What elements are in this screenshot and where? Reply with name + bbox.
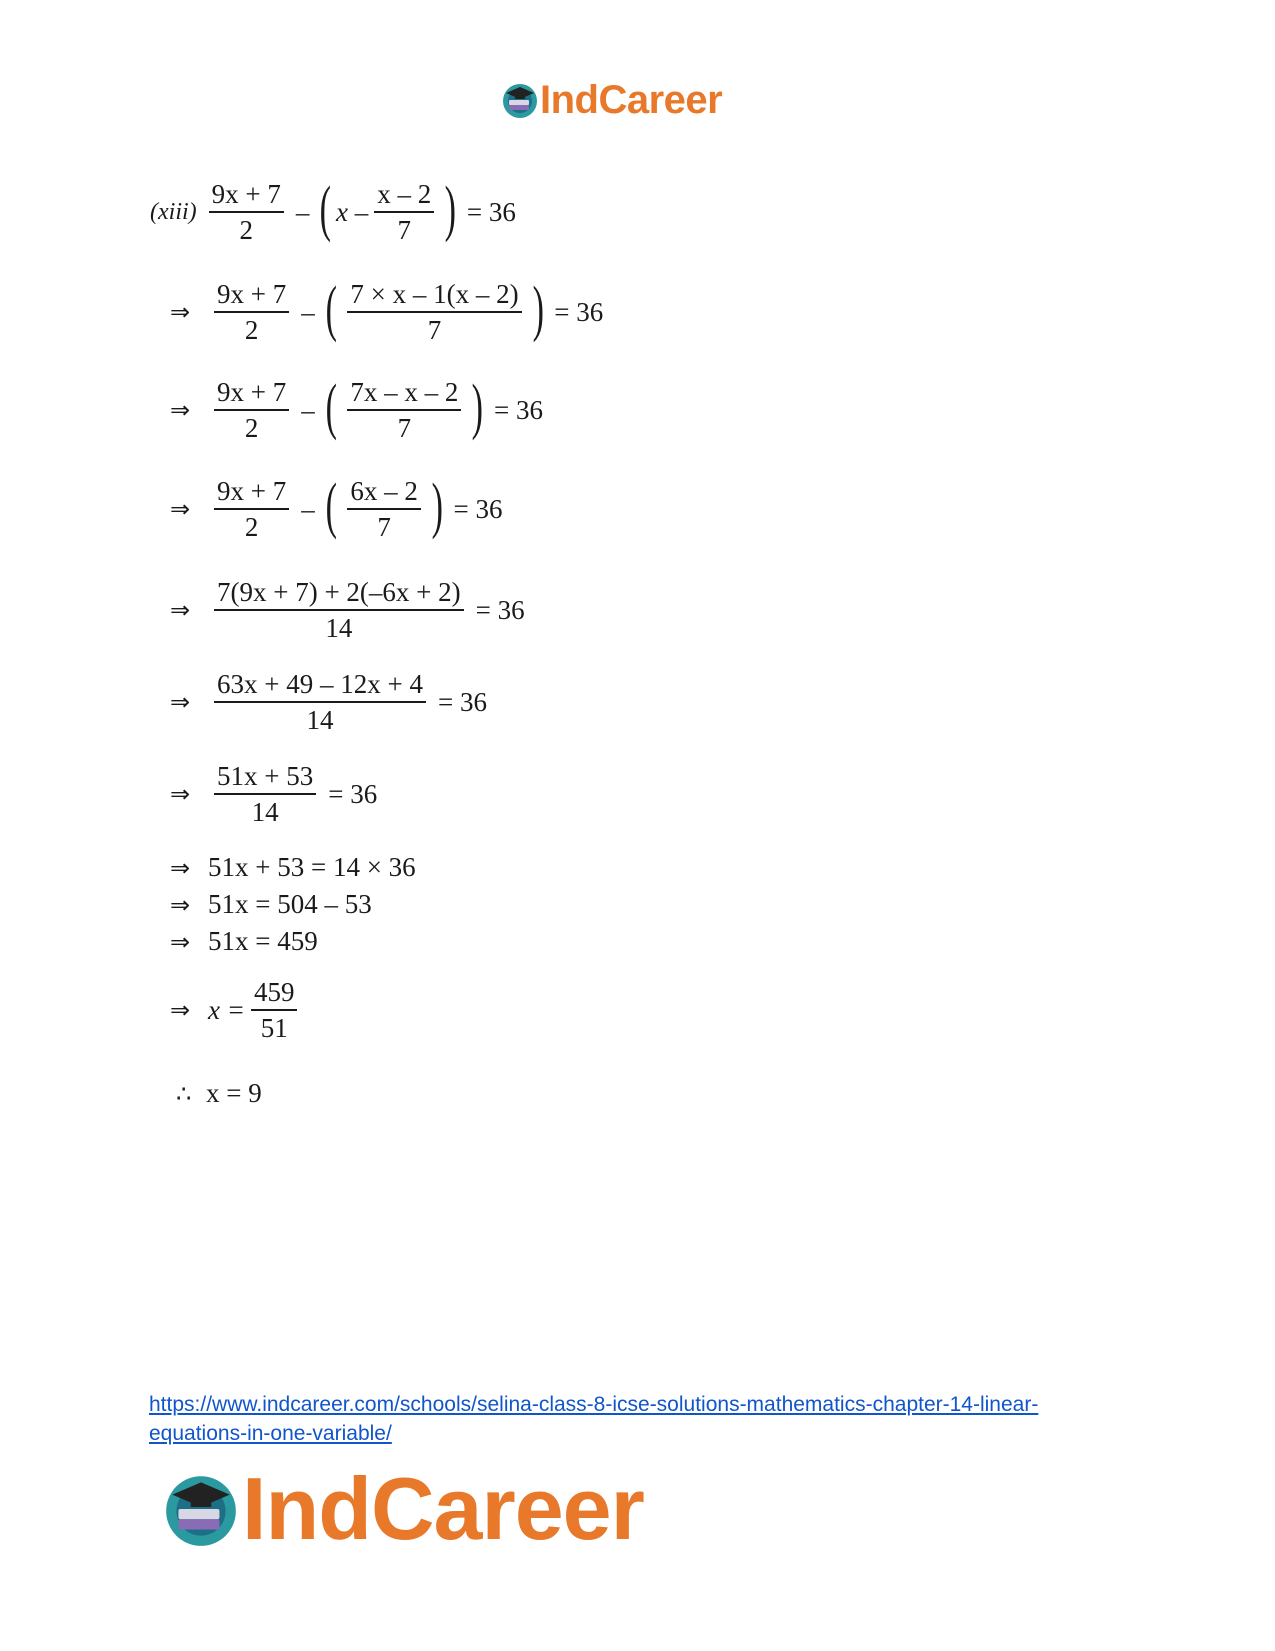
term: x – <box>336 196 369 227</box>
source-link-line-2[interactable]: equations-in-one-variable/ <box>149 1422 392 1445</box>
implies-arrow: ⇒ <box>170 780 191 809</box>
fraction <box>209 180 284 245</box>
fraction <box>214 762 316 827</box>
denominator: 2 <box>239 215 253 246</box>
equation-line-3 <box>170 373 549 444</box>
parenthesized-group: ( $\frac{6x - 2}{7}$ ) <box>325 472 443 543</box>
fraction <box>347 477 421 542</box>
numerator: 63x + 49 – 12x + 4 <box>214 670 426 703</box>
denominator: 2 <box>244 413 259 444</box>
operator: – <box>301 493 315 524</box>
equation-text: 51x = 504 – 53 <box>208 889 372 919</box>
denominator: 7 <box>397 413 412 444</box>
operator: – <box>301 394 315 425</box>
fraction <box>214 477 289 542</box>
numerator: 9x + 7 <box>214 477 289 510</box>
implies-arrow: ⇒ <box>170 996 191 1025</box>
fraction <box>214 280 289 345</box>
source-link-line-1[interactable]: https://www.indcareer.com/schools/selina-class-8-icse-solutions-mathematics-chapter-14-linear- <box>149 1393 1039 1416</box>
implies-arrow: ⇒ <box>170 688 191 717</box>
implies-arrow: ⇒ <box>170 853 191 882</box>
equation-line-6 <box>170 670 493 735</box>
source-link[interactable] <box>149 1390 1149 1448</box>
fraction <box>214 578 464 643</box>
fraction <box>347 378 461 443</box>
fraction <box>251 978 298 1043</box>
denominator: 2 <box>244 315 259 346</box>
equation-line-4 <box>170 472 509 543</box>
numerator: 9x + 7 <box>209 180 284 213</box>
numerator: 51x + 53 <box>214 762 316 795</box>
implies-arrow: ⇒ <box>170 890 191 919</box>
equation-line-9 <box>170 889 372 920</box>
graduation-cap-icon <box>160 1468 242 1550</box>
equation-line-10 <box>170 926 318 957</box>
implies-arrow: ⇒ <box>170 495 191 524</box>
right-hand-side: = 36 <box>494 394 544 425</box>
numerator: 6x – 2 <box>347 477 421 510</box>
operator: – <box>295 196 310 227</box>
equation-line-2 <box>170 275 609 346</box>
implies-arrow: ⇒ <box>170 927 191 956</box>
right-hand-side: = 36 <box>466 196 516 227</box>
equation-text: 51x = 459 <box>208 926 318 956</box>
footer-logo <box>160 1459 644 1558</box>
graduation-cap-icon <box>500 80 540 120</box>
equation-lhs: x = <box>208 994 245 1025</box>
parenthesized-group: ( $\frac{7x - x - 2}{7}$ ) <box>325 373 484 444</box>
numerator: 7(9x + 7) + 2(–6x + 2) <box>214 578 464 611</box>
equation-text: 51x + 53 = 14 × 36 <box>208 852 416 882</box>
fraction <box>214 378 289 443</box>
numerator: 9x + 7 <box>214 280 289 313</box>
numerator: 7 × x – 1(x – 2) <box>347 280 521 313</box>
denominator: 14 <box>325 613 353 644</box>
denominator: 51 <box>260 1013 288 1044</box>
logo-text: IndCareer <box>540 78 723 122</box>
denominator: 7 <box>397 215 412 246</box>
denominator: 7 <box>427 315 442 346</box>
header-logo <box>500 80 722 120</box>
implies-arrow: ⇒ <box>170 596 191 625</box>
fraction <box>347 280 521 345</box>
right-hand-side: = 36 <box>453 493 503 524</box>
equation-line-7 <box>170 762 383 827</box>
fraction <box>214 670 426 735</box>
equation-line-1 <box>150 175 522 246</box>
logo-text: IndCareer <box>242 1459 644 1558</box>
parenthesized-group: ( $\frac{7 \times x - 1(x - 2)}{7}$ ) <box>325 275 544 346</box>
implies-arrow: ⇒ <box>170 396 191 425</box>
right-hand-side: = 36 <box>328 778 378 809</box>
right-hand-side: = 36 <box>475 594 525 625</box>
numerator: 9x + 7 <box>214 378 289 411</box>
question-label: (xiii) <box>150 198 197 225</box>
equation-line-12 <box>176 1078 262 1109</box>
therefore-symbol: ∴ <box>176 1079 192 1108</box>
equation-line-8 <box>170 852 416 883</box>
denominator: 14 <box>251 797 279 828</box>
equation-line-11 <box>170 978 303 1043</box>
denominator: 7 <box>377 512 391 543</box>
numerator: 459 <box>251 978 298 1011</box>
right-hand-side: = 36 <box>437 686 487 717</box>
denominator: 2 <box>244 512 259 543</box>
numerator: 7x – x – 2 <box>347 378 461 411</box>
denominator: 14 <box>306 705 334 736</box>
fraction <box>374 180 434 245</box>
implies-arrow: ⇒ <box>170 298 191 327</box>
operator: – <box>301 296 315 327</box>
equation-text: x = 9 <box>206 1078 262 1108</box>
right-hand-side: = 36 <box>554 296 604 327</box>
numerator: x – 2 <box>374 180 434 213</box>
parenthesized-group: ( x – $\frac{x - 2}{7}$ ) <box>320 175 457 246</box>
equation-line-5 <box>170 578 531 643</box>
